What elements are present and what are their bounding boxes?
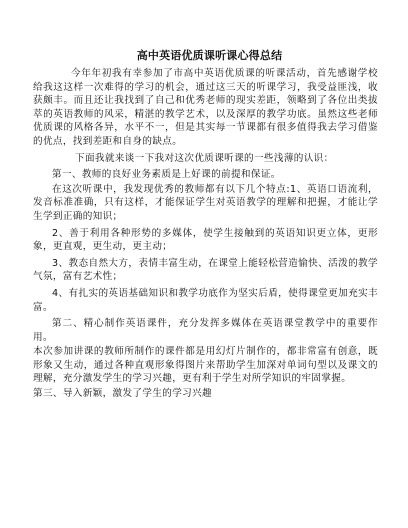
section-1-point-4: 4、有扎实的英语基础知识和教学功底作为坚实后盾，使得课堂更加充实丰富。 [33,287,378,313]
intro-paragraph: 今年年初我有幸参加了市高中英语优质课的听课活动，首先感谢学校给我这这样一次难得的学习的机会，通过这三天的听课学习，我受益匪浅，收获颇丰。而且还让我找到了自己和优秀老师的现实差距，领略到了各位出类拔萃的英语教师的风采，精湛的教学艺术，以及深厚的教学功底。虽然这些老师优质课的风格各异，水平不一，但是其实每一节课都有很多值得我去学习借鉴的优点，找到差距和自身的缺点。 [33,68,378,147]
section-1-point-2: 2、善于利用各种形势的多媒体，使学生接触到的英语知识更立体，更形象，更直观，更生动，更主动； [33,227,378,253]
document-title: 高中英语优质课听课心得总结 [136,49,283,62]
section-1-intro-paragraph: 在这次听课中，我发现优秀的教师都有以下几个特点:1、英语口语流利，发音标准准确，只有这样，才能保证学生对英语教学的理解和把握，才能让学生学到正确的知识； [33,183,378,222]
section-heading-2: 第二、精心制作英语课件，充分发挥多媒体在英语课堂教学中的重要作用。 [33,318,378,343]
section-2-body-paragraph: 本次参加讲课的教师所制作的课件都是用幻灯片制作的，都非常富有创意，既形象又生动，通过各种直观形象得图片来帮助学生加深对单词句型以及课文的理解，充分激发学生的学习兴趣，更有利于学生对所学知识的牢固掌握。 [33,346,378,385]
section-heading-1: 第一、教师的良好业务素质是上好课的前提和保证。 [52,169,281,181]
section-1-point-3: 3、教态自然大方，表情丰富生动，在课堂上能轻松营造愉快、活泼的教学气氛，富有艺术性； [33,257,378,283]
transition-paragraph: 下面我就来谈一下我对这次优质课听课的一些浅薄的认识： [75,152,334,164]
section-heading-3: 第三、导入新颖，激发了学生的学习兴趣 [33,388,212,400]
